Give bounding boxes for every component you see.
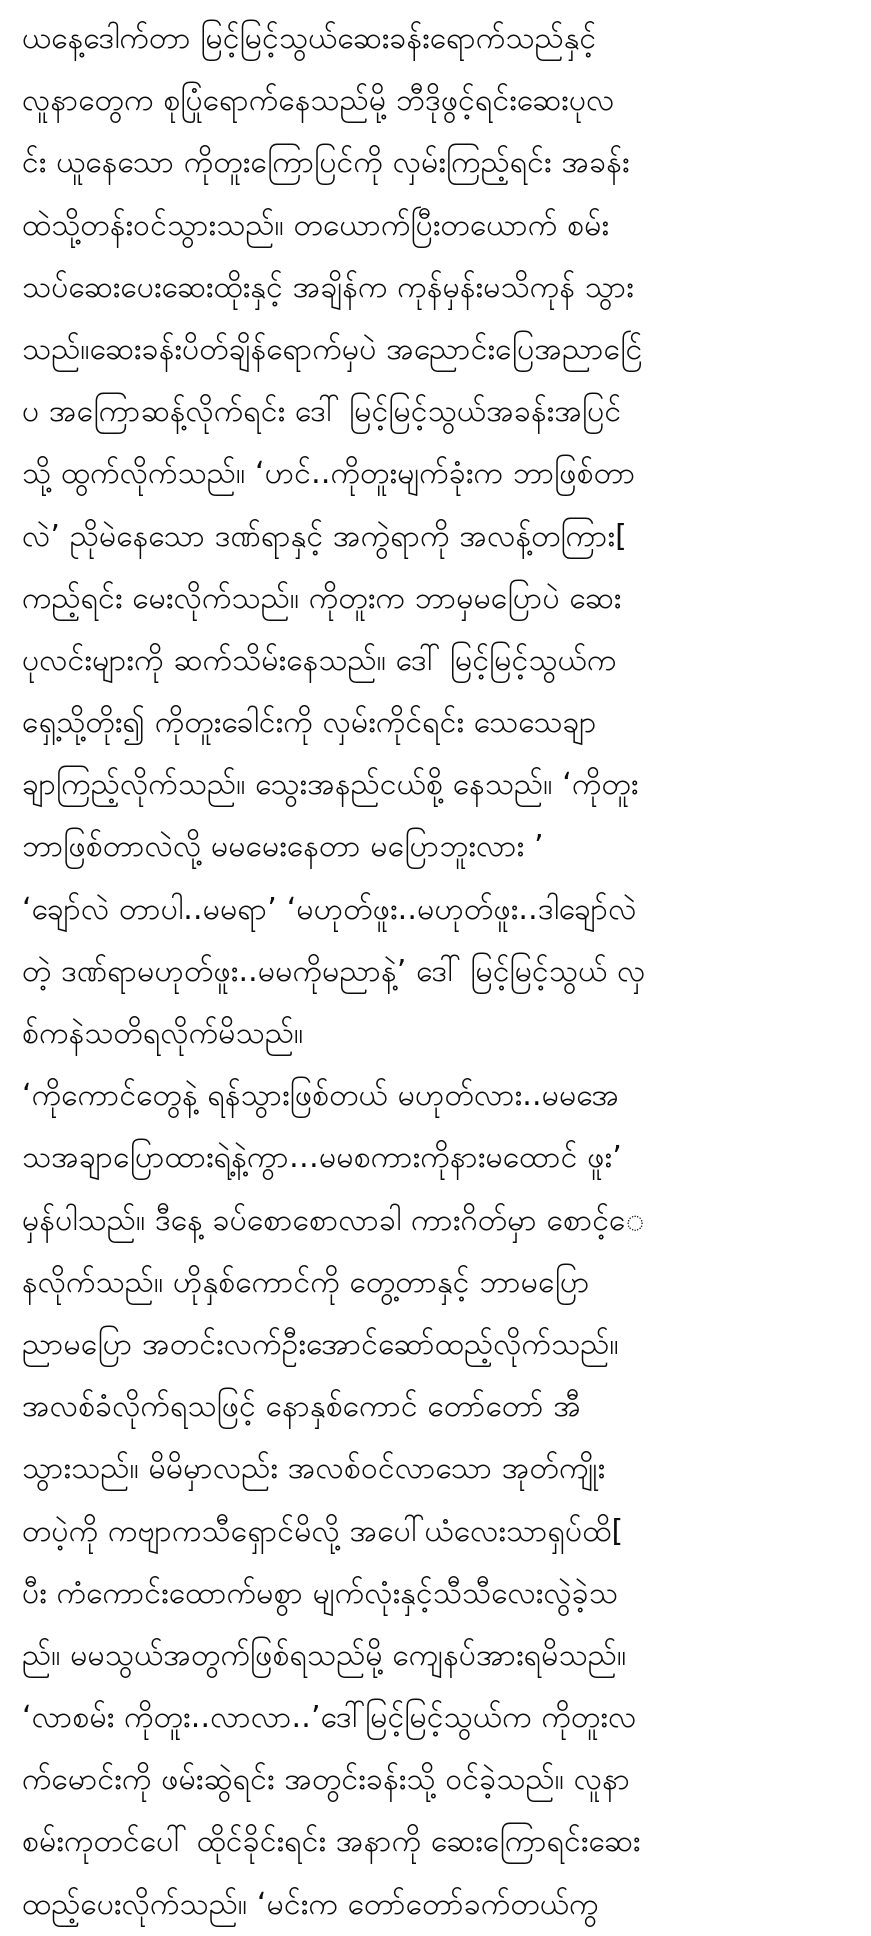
text-line: မှန်ပါသည်။ ဒီနေ့ ခပ်စောစောလာခါ ကားဂိတ်မှာ စောင့်ေ [22, 1202, 645, 1238]
body-text [22, 8, 852, 1936]
text-line: ဘာဖြစ်တာလဲလို့ မမမေးနေတာ မပြောဘူးလား ’ [22, 829, 544, 865]
text-line: င်း ယူနေသော ကိုတူးကြောပြင်ကို လှမ်းကြည့်ရင်း အခန်း [22, 145, 630, 181]
text-line: လူနာတွေက စုပြုံရောက်နေသည်မို့ ဘီဒိုဖွင့်ရင်းဆေးပုလ [22, 83, 615, 119]
text-line: ပုလင်းများကို ဆက်သိမ်းနေသည်။ ဒေါ် မြင့်မြင့်သွယ်က [22, 642, 617, 678]
text-line: ‘ချော်လဲ တာပါ..မမရာ’ ‘မဟုတ်ဖူး..မဟုတ်ဖူး..ဒါချော်လဲ [22, 891, 637, 927]
text-line: ညာမပြော အတင်းလက်ဦးအောင်ဆော်ထည့်လိုက်သည်။ [22, 1326, 619, 1362]
text-line: စမ်းကုတင်ပေါ် ထိုင်ခိုင်းရင်း အနာကို ဆေးကြောရင်းဆေး [22, 1824, 641, 1860]
text-line: သွားသည်။ မိမိမှာလည်း အလစ်၀င်လာသော အုတ်ကျိုး [22, 1451, 606, 1487]
text-line: သအချာပြောထားရဲ့နဲ့ကွာ…မမစကားကိုနားမထောင် ဖူး’ [22, 1140, 622, 1176]
text-line: ‘လာစမ်း ကိုတူး..လာလာ..’ဒေါ်မြင့်မြင့်သွယ်က ကိုတူးလ [22, 1700, 637, 1736]
text-line: သပ်ဆေးပေးဆေးထိုးနှင့် အချိန်က ကုန်မှန်းမသိကုန် သွား [22, 269, 634, 305]
text-line: ပီး ကံကောင်းထောက်မစွာ မျက်လုံးနှင့်သီသီလေးလွဲခဲ့သ [22, 1575, 619, 1611]
text-line: အလစ်ခံလိုက်ရသဖြင့် နောနှစ်ကောင် တော်တော် အီ [22, 1389, 582, 1425]
text-line: က်မောင်းကို ဖမ်းဆွဲရင်း အတွင်းခန်းသို့ ၀င်ခဲ့သည်။ လူနာ [22, 1762, 631, 1798]
text-line: သို့ ထွက်လိုက်သည်။ ‘ဟင်..ကိုတူးမျက်ခုံးက ဘာဖြစ်တာ [22, 456, 636, 492]
text-line: တပဲ့ကို ကဗျာကသီရှောင်မိလို့ အပေါ်ယံလေးသာရှပ်ထိ[ [22, 1513, 624, 1549]
text-line: တဲ့ ဒဏ်ရာမဟုတ်ဖူး..မမကိုမညာနဲ့’ ဒေါ် မြင့်မြင့်သွယ် လှ [22, 953, 646, 989]
text-line: ချာကြည့်လိုက်သည်။ သွေးအနည်ငယ်စို့ နေသည်။ ‘ကိုတူး [22, 767, 639, 803]
text-line: ယနေ့ဒေါက်တာ မြင့်မြင့်သွယ်ဆေးခန်းရောက်သည်နှင့် [22, 21, 597, 56]
text-line: ‘ကိုကောင်တွေနဲ့ ရန်သွားဖြစ်တယ် မဟုတ်လား..မမအေ [22, 1078, 620, 1114]
text-line: သည်။ဆေးခန်းပိတ်ချိန်ရောက်မှပဲ အညောင်းပြေအညာင်ြေ [22, 331, 643, 367]
text-line: စ်ကနဲသတိရလိုက်မိသည်။ [22, 1016, 304, 1051]
text-line: ထဲသို့တန်း၀င်သွားသည်။ တယောက်ပြီးတယောက် စမ်း [22, 207, 610, 243]
text-line: ရှေ့သို့တိုး၍ ကိုတူးခေါင်းကို လှမ်းကိုင်ရင်း သေသေချာ [22, 705, 597, 741]
text-line: ပ အကြောဆန့်လိုက်ရင်း ဒေါ် မြင့်မြင့်သွယ်အခန်းအပြင် [22, 394, 622, 430]
text-line: ကည့်ရင်း မေးလိုက်သည်။ ကိုတူးက ဘာမှမပြောပဲ ဆေး [22, 580, 622, 616]
text-line: ည်။ မမသွယ်အတွက်ဖြစ်ရသည်မို့ ကျေနပ်အားရမိသည်။ [22, 1637, 627, 1673]
text-line: နလိုက်သည်။ ဟိုနှစ်ကောင်ကို တွေ့တာနှင့် ဘာမပြော [22, 1264, 590, 1300]
text-line: ထည့်ပေးလိုက်သည်။ ‘မင်းက တော်တော်ခက်တယ်ကွ [22, 1886, 599, 1922]
text-line: လဲ’ ညိုမဲနေသော ဒဏ်ရာနှင့် အကွဲရာကို အလန့်တကြား[ [22, 518, 628, 554]
